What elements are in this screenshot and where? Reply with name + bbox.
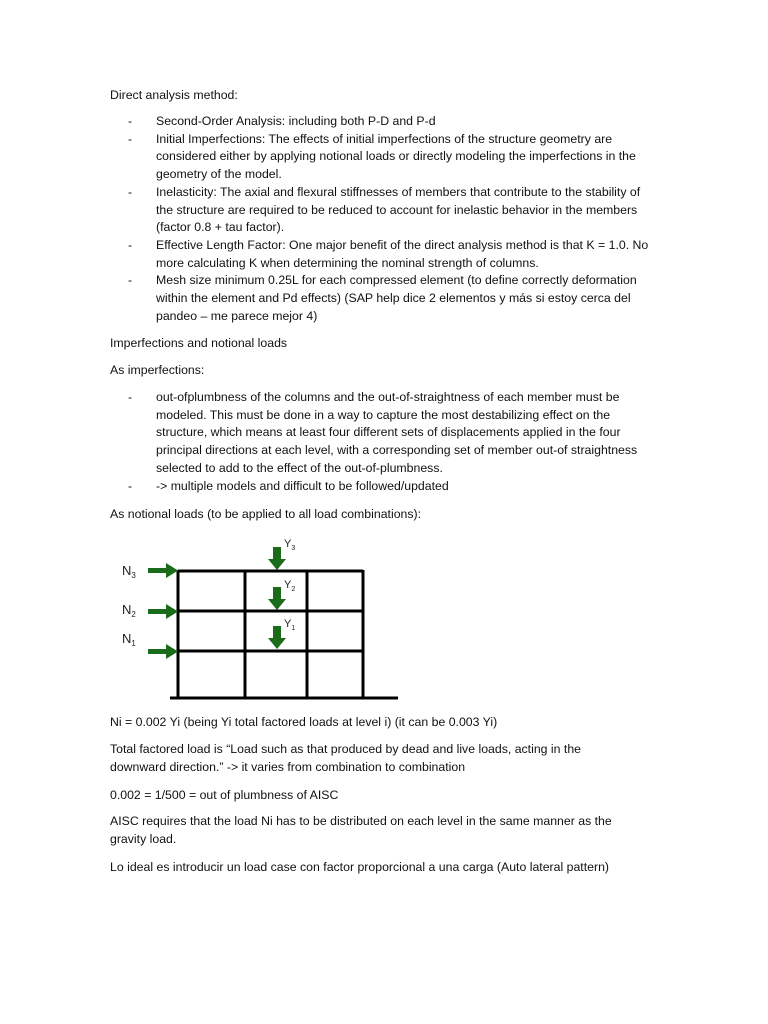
as-notional-loads: As notional loads (to be applied to all load combinations): — [110, 507, 422, 521]
label-y2: $Y_2$ — [284, 579, 296, 593]
formula-ni: Ni = 0.002 Yi (being Yi total factored loads at level i) (it can be 0.003 Yi) — [110, 715, 498, 729]
gravity-arrows — [268, 547, 286, 649]
list-item — [128, 184, 658, 237]
item-inelasticity: Inelasticity: The axial and flexural stiffnesses of members that contribute to the stability of the structure are required to be reduced to account for inelastic behavior in the members (factor 0.8 + tau factor). — [156, 184, 641, 235]
bullet-dash: - — [128, 237, 133, 252]
list-item — [128, 237, 658, 272]
heading-imperfections: Imperfections and notional loads — [110, 336, 288, 350]
arrow-n2 — [148, 604, 178, 619]
bullet-dash: - — [128, 390, 133, 404]
lateral-arrows — [148, 563, 178, 659]
label-y1: $Y_1$ — [284, 618, 296, 632]
item-mesh-size: Mesh size minimum 0.25L for each compressed element (to define correctly deformation within the element and Pd effects) (SAP help dice 2 elementos y más si estoy cerca del pandeo – me parece mejor 4) — [156, 273, 637, 323]
arrow-n3 — [148, 563, 178, 578]
label-y3: $Y_3$ — [284, 538, 296, 552]
arrow-n1 — [148, 644, 178, 659]
label-n3: $N_3$ — [122, 563, 136, 580]
list-item — [128, 113, 658, 131]
list-item — [128, 389, 658, 478]
list-item — [128, 478, 658, 496]
bullet-dash: - — [128, 184, 133, 199]
ratio-aisc: 0.002 = 1/500 = out of plumbness of AISC — [110, 788, 339, 802]
bullet-dash: - — [128, 478, 133, 493]
diagram-labels — [122, 538, 295, 648]
notional-loads-diagram — [115, 532, 405, 704]
lo-ideal: Lo ideal es introducir un load case con factor proporcional a una carga (Auto lateral pattern) — [110, 860, 610, 874]
list-item — [128, 131, 658, 184]
item-out-of-plumbness: out-ofplumbness of the columns and the out-of-straightness of each member must be modeled. This must be done in a way to capture the most destabilizing effect on the structure, which means at least four different sets of displacements applied in the four principal directions at each level, with a corresponding set of member out-of straightness selected to add to the effect of the out-of-plumbness. — [156, 390, 638, 475]
bullet-dash: - — [128, 273, 133, 288]
imperfections-list — [128, 389, 658, 495]
arrow-y3 — [268, 547, 286, 570]
aisc-requires: AISC requires that the load Ni has to be distributed on each level in the same manner as the gravity load. — [110, 814, 612, 846]
bullet-dash: - — [128, 114, 133, 128]
label-n1: $N_1$ — [122, 631, 136, 648]
item-multiple-models: -> multiple models and difficult to be followed/updated — [156, 478, 449, 493]
label-n2: $N_2$ — [122, 602, 136, 619]
item-initial-imperfections: Initial Imperfections: The effects of initial imperfections of the structure geometry are considered either by applying notional loads or directly modeling the imperfections in the geometry of the model. — [156, 131, 636, 182]
item-second-order: Second-Order Analysis: including both P-D and P-d — [156, 114, 436, 128]
total-factored-load: Total factored load is “Load such as that produced by dead and live loads, acting in the downward direction.” -> it varies from combination to combination — [110, 742, 582, 774]
item-effective-length: Effective Length Factor: One major benefit of the direct analysis method is that K = 1.0. No more calculating K when determining the nominal strength of columns. — [156, 237, 649, 270]
direct-analysis-list — [128, 113, 658, 325]
heading-direct-analysis: Direct analysis method: — [110, 88, 238, 102]
as-imperfections: As imperfections: — [110, 363, 205, 377]
bullet-dash: - — [128, 131, 133, 146]
list-item — [128, 272, 658, 325]
